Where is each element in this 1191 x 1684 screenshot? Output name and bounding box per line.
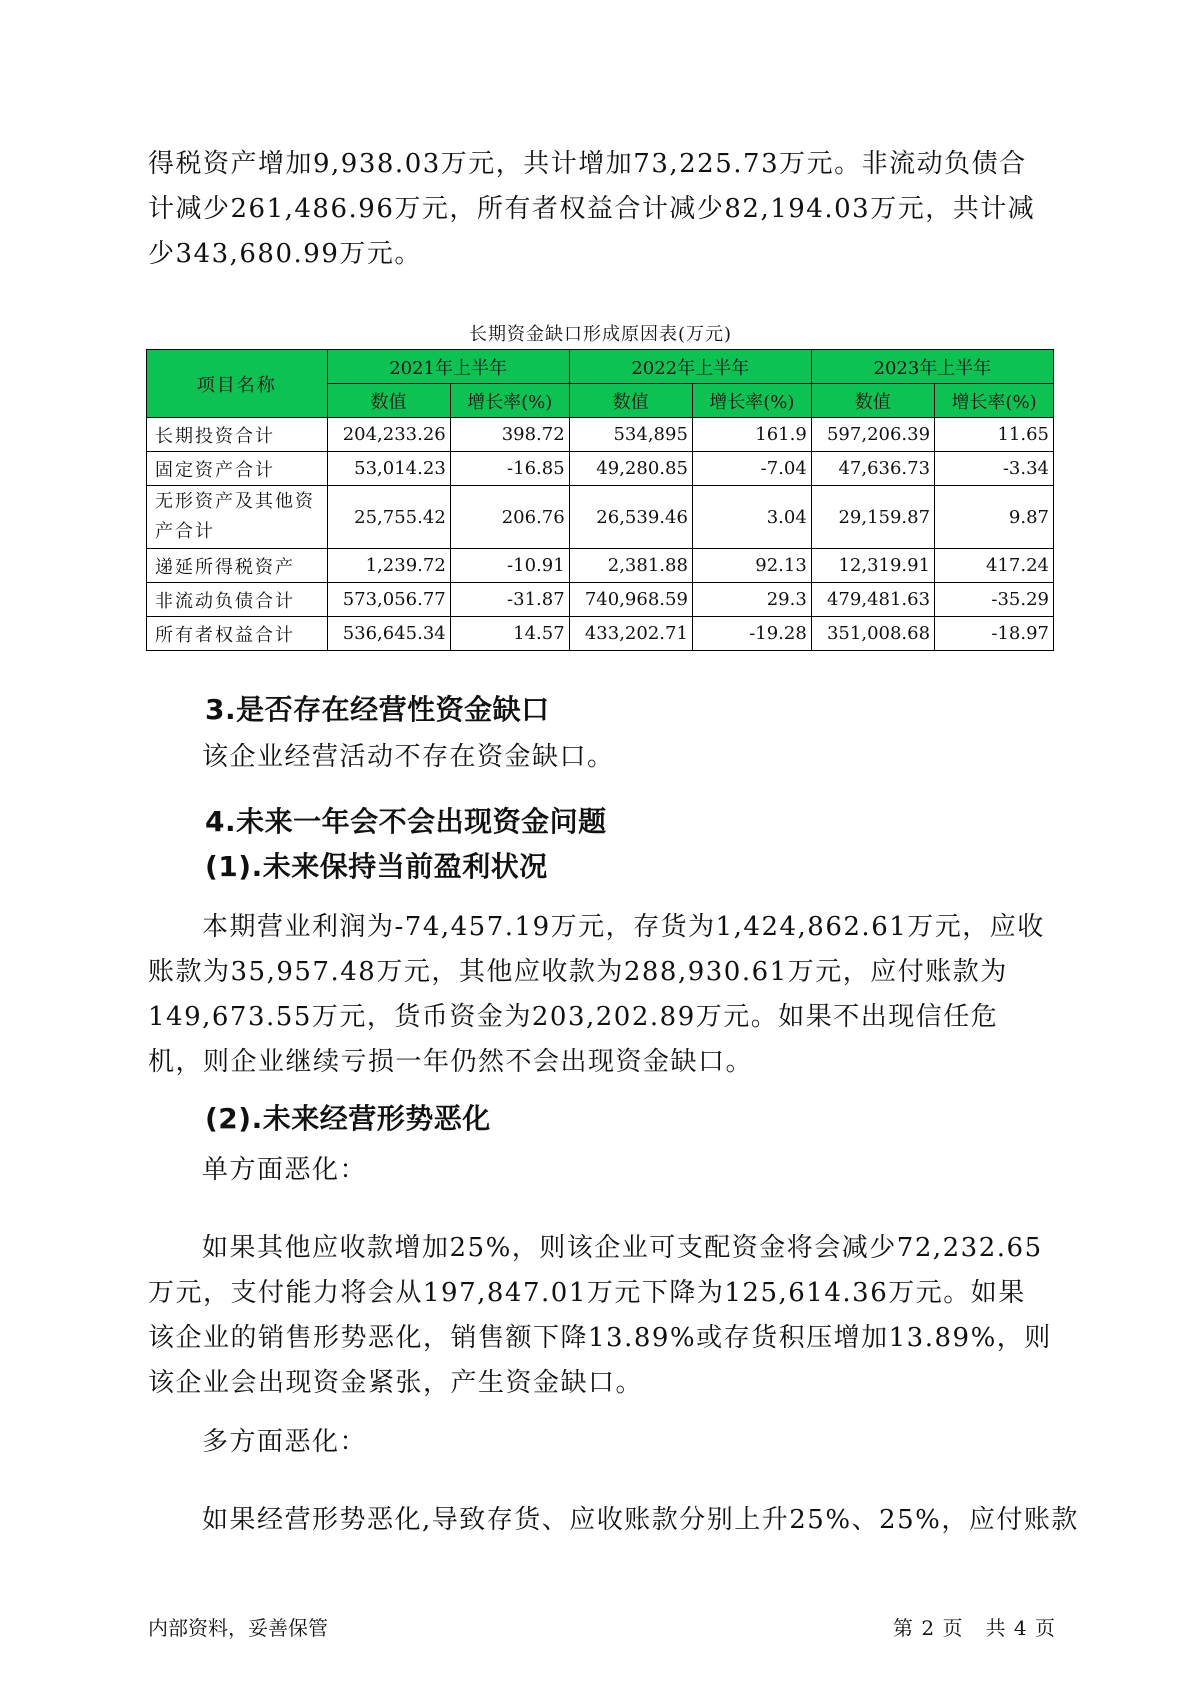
table-header-row: [147, 350, 1054, 384]
subsection-1-heading: (1).未来保持当前盈利状况: [205, 850, 548, 883]
subheader-growth: 增长率(%): [935, 384, 1054, 418]
cell-value: 26,539.46: [569, 486, 692, 549]
footer-page-number: 第 2 页 共 4 页: [893, 1616, 1056, 1640]
cell-value: 53,014.23: [327, 452, 450, 486]
cell-growth: -3.34: [935, 452, 1054, 486]
single-deterioration-text: 如果其他应收款增加25%，则该企业可支配资金将会减少72,232.65万元，支付能力将会从197,847.01万元下降为125,614.36万元。如果该企业的销售形势恶化，销售额下降13.89%或存货积压增加13.89%，则该企业会出现资金紧张，产生资金缺口。: [148, 1233, 1052, 1398]
cell-value: 573,056.77: [327, 583, 450, 617]
intro-paragraph: 得税资产增加9,938.03万元，共计增加73,225.73万元。非流动负债合计减少261,486.96万元，所有者权益合计减少82,194.03万元，共计减少343,680.99万元。: [148, 149, 1036, 269]
row-name: 非流动负债合计: [147, 583, 328, 617]
row-name: 递延所得税资产: [147, 549, 328, 583]
table-row: [147, 617, 1054, 651]
row-name: 无形资产及其他资产合计: [147, 486, 328, 549]
cell-growth: -31.87: [450, 583, 569, 617]
cell-value: 1,239.72: [327, 549, 450, 583]
subheader-value: 数值: [569, 384, 692, 418]
cell-growth: 14.57: [450, 617, 569, 651]
cell-value: 479,481.63: [811, 583, 934, 617]
multi-deterioration-text: 如果经营形势恶化,导致存货、应收账款分别上升25%、25%，应付账款: [202, 1505, 1079, 1535]
cell-growth: 29.3: [692, 583, 811, 617]
section-3-text: 该企业经营活动不存在资金缺口。: [202, 742, 615, 772]
header-period-2023: 2023年上半年: [811, 350, 1053, 384]
cell-growth: -18.97: [935, 617, 1054, 651]
subheader-growth: 增长率(%): [692, 384, 811, 418]
header-period-2022: 2022年上半年: [569, 350, 811, 384]
cell-growth: 3.04: [692, 486, 811, 549]
cell-value: 597,206.39: [811, 418, 934, 452]
subheader-growth: 增长率(%): [450, 384, 569, 418]
header-period-2021: 2021年上半年: [327, 350, 569, 384]
cell-growth: 161.9: [692, 418, 811, 452]
multi-deterioration-label: 多方面恶化：: [202, 1427, 368, 1457]
cell-growth: 11.65: [935, 418, 1054, 452]
cell-value: 351,008.68: [811, 617, 934, 651]
cell-value: 12,319.91: [811, 549, 934, 583]
cell-value: 29,159.87: [811, 486, 934, 549]
cell-value: 536,645.34: [327, 617, 450, 651]
subsection-2-heading: (2).未来经营形势恶化: [205, 1102, 491, 1135]
cell-value: 433,202.71: [569, 617, 692, 651]
cell-growth: -10.91: [450, 549, 569, 583]
cell-growth: -35.29: [935, 583, 1054, 617]
cell-growth: -19.28: [692, 617, 811, 651]
row-name: 所有者权益合计: [147, 617, 328, 651]
table-row: [147, 452, 1054, 486]
cell-value: 204,233.26: [327, 418, 450, 452]
section-3-heading: 3.是否存在经营性资金缺口: [205, 693, 550, 726]
cell-growth: 398.72: [450, 418, 569, 452]
cell-growth: 92.13: [692, 549, 811, 583]
table-row: [147, 418, 1054, 452]
table-row: [147, 583, 1054, 617]
row-name: 固定资产合计: [147, 452, 328, 486]
cell-value: 47,636.73: [811, 452, 934, 486]
subheader-value: 数值: [811, 384, 934, 418]
cell-growth: 206.76: [450, 486, 569, 549]
section-4-heading: 4.未来一年会不会出现资金问题: [205, 805, 607, 838]
single-deterioration-label: 单方面恶化：: [202, 1155, 368, 1185]
cell-growth: 9.87: [935, 486, 1054, 549]
cell-value: 49,280.85: [569, 452, 692, 486]
cell-growth: -16.85: [450, 452, 569, 486]
cell-value: 740,968.59: [569, 583, 692, 617]
table-row: [147, 486, 1054, 549]
table-row: [147, 549, 1054, 583]
subsection-1-text: 本期营业利润为-74,457.19万元，存货为1,424,862.61万元，应收账款为35,957.48万元，其他应收款为288,930.61万元，应付账款为149,673.55万元，货币资金为203,202.89万元。如果不出现信任危机，则企业继续亏损一年仍然不会出现资金缺口。: [148, 912, 1045, 1077]
table-caption: 长期资金缺口形成原因表(万元): [468, 324, 733, 345]
cell-value: 2,381.88: [569, 549, 692, 583]
cell-growth: -7.04: [692, 452, 811, 486]
footer-confidential-note: 内部资料，妥善保管: [148, 1616, 328, 1640]
header-item-name: 项目名称: [147, 350, 328, 418]
capital-gap-table: [146, 349, 1054, 651]
cell-growth: 417.24: [935, 549, 1054, 583]
row-name: 长期投资合计: [147, 418, 328, 452]
cell-value: 25,755.42: [327, 486, 450, 549]
subheader-value: 数值: [327, 384, 450, 418]
cell-value: 534,895: [569, 418, 692, 452]
